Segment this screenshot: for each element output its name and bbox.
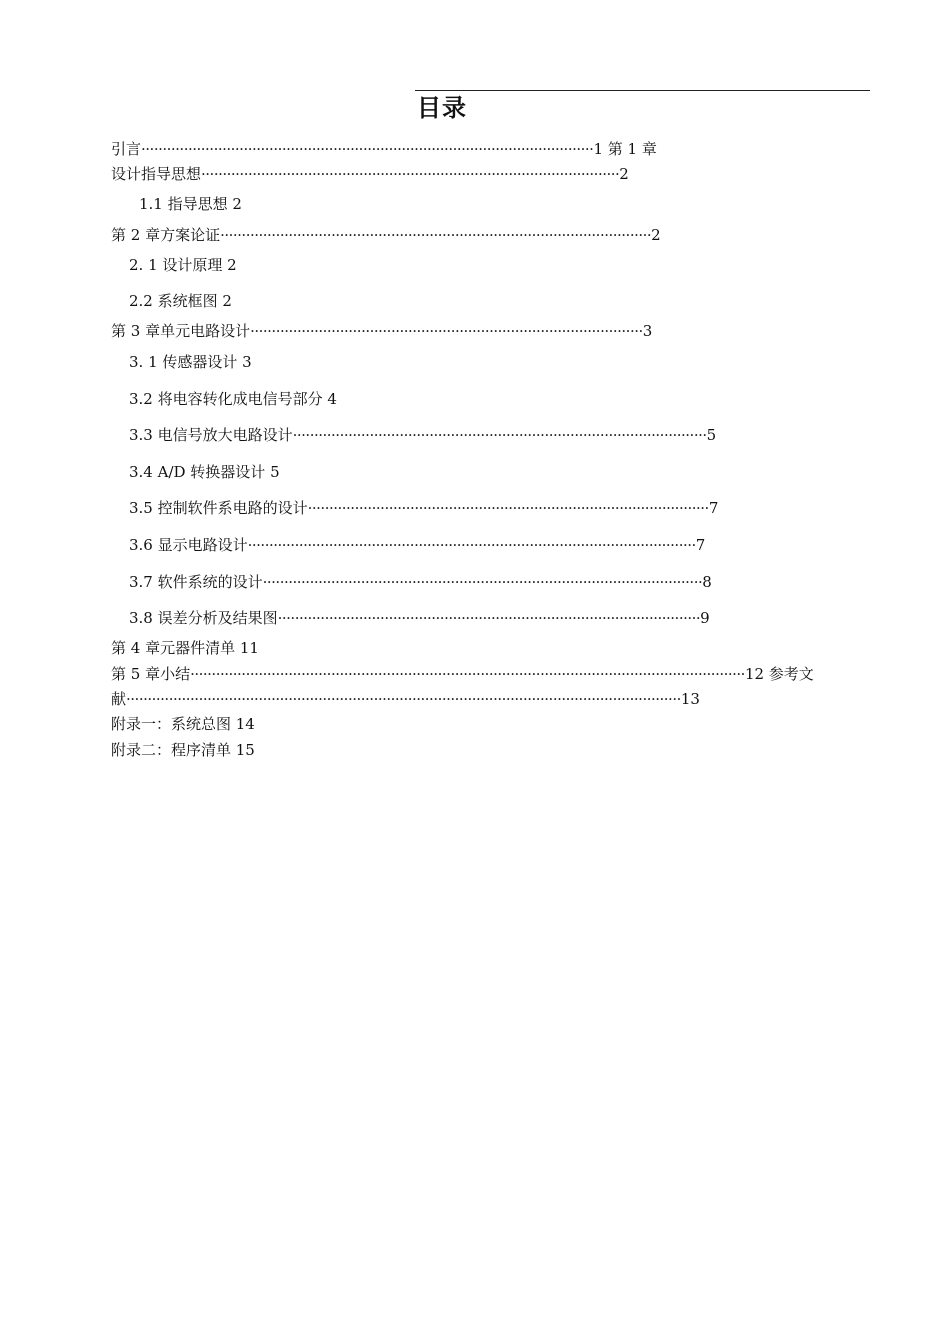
toc-entry-text: 2. 1 设计原理 2 [129,256,237,274]
toc-leader-dots: ····································································································· [220,226,652,244]
toc-entry-text: 1.1 指导思想 2 [139,195,242,213]
toc-entry-text: 献 [111,690,127,708]
toc-leader-dots: ······································································································· [262,573,703,591]
toc-entry-text: 第 2 章方案论证 [111,226,221,244]
toc-entry-3-2 [129,389,529,409]
toc-entry-text: 第 3 章单元电路设计 [111,322,251,340]
toc-entry-intro [111,139,871,159]
toc-leader-dots: ········································································································· [247,536,696,554]
toc-entry-3-7 [129,572,824,592]
toc-entry-text: 3. 1 传感器设计 3 [129,353,252,371]
toc-entry-3-4 [129,462,429,482]
toc-leader-dots: ·································································································································· [126,690,681,708]
toc-entry-page: 2 [619,165,629,183]
toc-entry-chapter-5 [111,664,866,684]
toc-entry-text: 3.4 A/D 转换器设计 5 [129,463,280,481]
toc-entry-3-8 [129,608,824,628]
toc-entry-text: 3.5 控制软件系电路的设计 [129,499,308,517]
toc-entry-text: 3.6 显示电路设计 [129,536,248,554]
toc-entry-page: 8 [702,573,712,591]
toc-leader-dots: ·········································································································· [141,140,594,158]
toc-entry-text: 3.3 电信号放大电路设计 [129,426,293,444]
toc-leader-dots: ································································································· [292,426,707,444]
page-title: 目录 [417,94,467,122]
toc-entry-3-6 [129,535,824,555]
toc-entry-appendix-1 [111,714,411,734]
toc-entry-text: 第 4 章元器件清单 11 [111,639,259,657]
toc-entry-page: 9 [700,609,710,627]
toc-entry-references [111,689,761,709]
toc-entry-3-3 [129,425,824,445]
toc-entry-text: 附录二：程序清单 15 [111,741,255,759]
toc-entry-page: 7 [695,536,706,554]
toc-entry-page: 2 [651,226,661,244]
toc-entry-3-1 [129,352,429,372]
toc-entry-text: 3.2 将电容转化成电信号部分 4 [129,390,337,408]
toc-entry-page: 3 [642,322,653,340]
toc-entry-text: 设计指导思想 [111,165,202,183]
toc-entry-text: 3.8 误差分析及结果图 [129,609,278,627]
toc-leader-dots: ···························································································· [250,322,643,340]
toc-leader-dots: ·································································································· [201,165,620,183]
header-rule [415,90,870,91]
toc-entry-text: 附录一：系统总图 14 [111,715,255,733]
toc-entry-page: 13 [680,690,700,708]
toc-entry-chapter-4 [111,638,411,658]
toc-entry-text: 引言 [111,140,142,158]
toc-leader-dots: ·································································································································· [190,665,745,683]
toc-entry-page: 1 第 1 章 [593,140,657,158]
toc-entry-page: 7 [708,499,719,517]
toc-entry-1-1 [139,194,439,214]
toc-entry-chapter-3 [111,321,801,341]
toc-entry-page: 12 参考文 [744,665,814,683]
toc-entry-appendix-2 [111,740,411,760]
toc-entry-2-2 [129,291,429,311]
toc-entry-page: 5 [706,426,717,444]
toc-entry-3-5 [129,498,824,518]
toc-leader-dots: ··································································································· [277,609,701,627]
toc-entry-chapter-1 [111,164,811,184]
toc-entry-text: 2.2 系统框图 2 [129,292,232,310]
toc-entry-2-1 [129,255,429,275]
toc-entry-text: 3.7 软件系统的设计 [129,573,263,591]
toc-entry-chapter-2 [111,225,821,245]
toc-entry-text: 第 5 章小结 [111,665,191,683]
toc-leader-dots: ······························································································ [307,499,709,517]
